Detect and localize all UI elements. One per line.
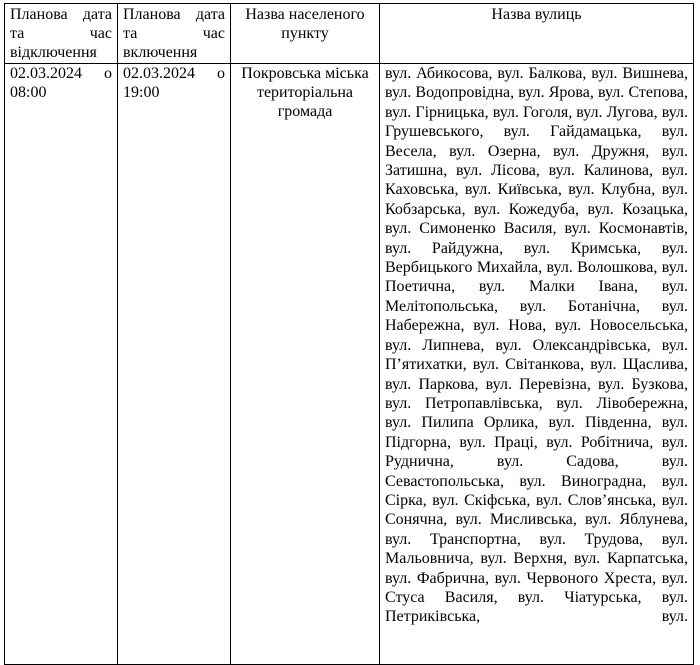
- header-locality: Назва населеного пункту: [231, 4, 380, 64]
- table-row: [5, 64, 694, 665]
- streets-cell: вул. Абикосова, вул. Балкова, вул. Вишнева, вул. Водопровідна, вул. Ярова, вул. Степова, вул. Гірницька, вул. Гоголя, вул. Лугова, вул. Грушевського, вул. Гайдамацька, вул. Весела, вул. Озерна, вул. Дружня, вул. Затишна, вул. Лісова, вул. Калинова, вул. Каховська, вул. Київська, вул. Клубна, вул. Кобзарська, вул. Кожедуба, вул. Козацька, вул. Симоненко Василя, вул. Космонавтів, вул. Райдужна, вул. Кримська, вул. Вербицького Михайла, вул. Волошкова, вул. Поетична, вул. Малки Івана, вул. Мелітопольська, вул. Ботанічна, вул. Набережна, вул. Нова, вул. Новосельська, вул. Липнева, вул. Олександрівська, вул. П’ятихатки, вул. Світанкова, вул. Щаслива, вул. Паркова, вул. Перевізна, вул. Бузкова, вул. Петропавлівська, вул. Лівобережна, вул. Пилипа Орлика, вул. Південна, вул. Підгорна, вул. Праці, вул. Робітнича, вул. Руднична, вул. Садова, вул. Севастопольська, вул. Виноградна, вул. Сірка, вул. Скіфська, вул. Слов’янська, вул. Сонячна, вул. Мисливська, вул. Яблунева, вул. Транспортна, вул. Трудова, вул. Мальовнича, вул. Верхня, вул. Карпатська, вул. Фабрична, вул. Червоного Хреста, вул. Стуса Василя, вул. Чіатурська, вул. Петриківська, вул.: [380, 64, 694, 665]
- on-time-cell: 02.03.2024 о 19:00: [118, 64, 231, 665]
- table-header-row: [5, 4, 694, 64]
- header-on-time: Планова дата та час включення: [118, 4, 231, 64]
- header-streets: Назва вулиць: [380, 4, 694, 64]
- off-time-cell: 02.03.2024 о 08:00: [5, 64, 118, 665]
- outage-schedule-table: [4, 3, 694, 665]
- locality-cell: Покровська міська територіальна громада: [231, 64, 380, 665]
- header-off-time: Планова дата та час відключення: [5, 4, 118, 64]
